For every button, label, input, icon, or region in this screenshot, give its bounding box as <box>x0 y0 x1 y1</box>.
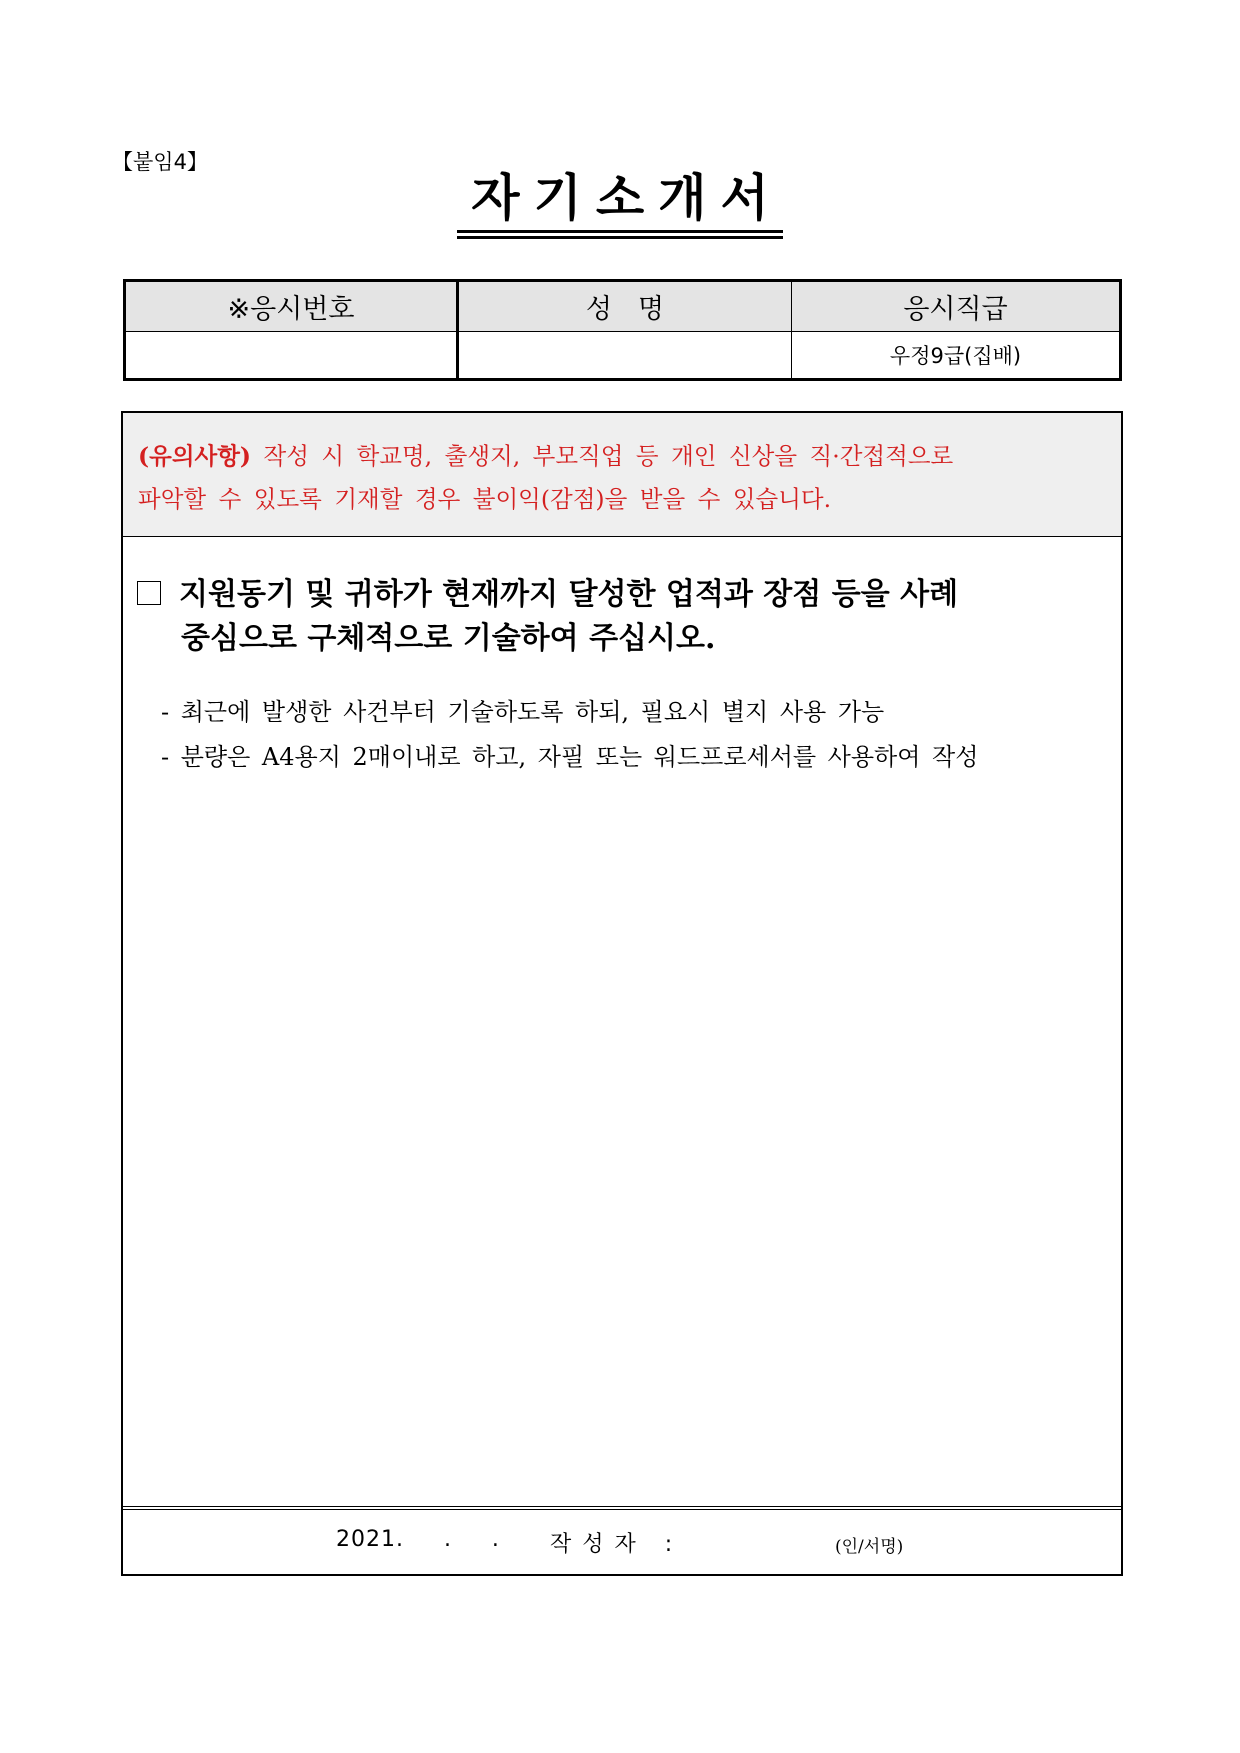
header-name <box>459 282 792 331</box>
signature-date[interactable]: 2021. . . <box>336 1527 500 1552</box>
notice-lead: (유의사항) <box>138 442 252 470</box>
signature-row <box>123 1506 1121 1574</box>
document-title: 자기소개서 <box>457 166 783 233</box>
header-position-label: 응시직급 <box>903 294 1008 325</box>
notice-line-1-text: 작성 시 학교명, 출생지, 부모직업 등 개인 신상을 직·간접적으로 <box>263 442 954 470</box>
guideline-list <box>161 690 978 780</box>
header-application-number-label: ※응시번호 <box>227 294 355 325</box>
applicant-info-table <box>123 279 1122 381</box>
notice-line-1 <box>138 435 1121 478</box>
application-number-field[interactable] <box>126 332 459 378</box>
header-name-label: 성명 <box>585 294 691 325</box>
instruction-line-2: 중심으로 구체적으로 기술하여 주십시오. <box>181 621 716 656</box>
notice-line-2: 파악할 수 있도록 기재할 경우 불이익(감점)을 받을 수 있습니다. <box>138 485 832 513</box>
info-table-value-row <box>126 332 1119 378</box>
instruction <box>137 573 958 661</box>
attachment-label: 【붙임4】 <box>112 150 208 174</box>
essay-box <box>121 411 1123 1576</box>
signature-author-label: 작성자 : <box>550 1532 684 1557</box>
notice-box <box>123 413 1121 537</box>
instruction-line-1: 지원동기 및 귀하가 현재까지 달성한 업적과 장점 등을 사례 <box>179 577 959 612</box>
guideline-item: - 분량은 A4용지 2매이내로 하고, 자필 또는 워드프로세서를 사용하여 작성 <box>161 743 979 771</box>
checkbox-icon <box>137 581 161 605</box>
document-title-wrapper <box>0 166 1240 233</box>
signature-seal-label: (인/서명) <box>835 1537 904 1557</box>
info-table-header-row <box>126 282 1119 332</box>
header-application-number <box>126 282 459 331</box>
header-position <box>792 282 1119 331</box>
guideline-item: - 최근에 발생한 사건부터 기술하도록 하되, 필요시 별지 사용 가능 <box>161 698 885 726</box>
position-value: 우정9급(집배) <box>889 344 1022 368</box>
name-field[interactable] <box>459 332 792 378</box>
